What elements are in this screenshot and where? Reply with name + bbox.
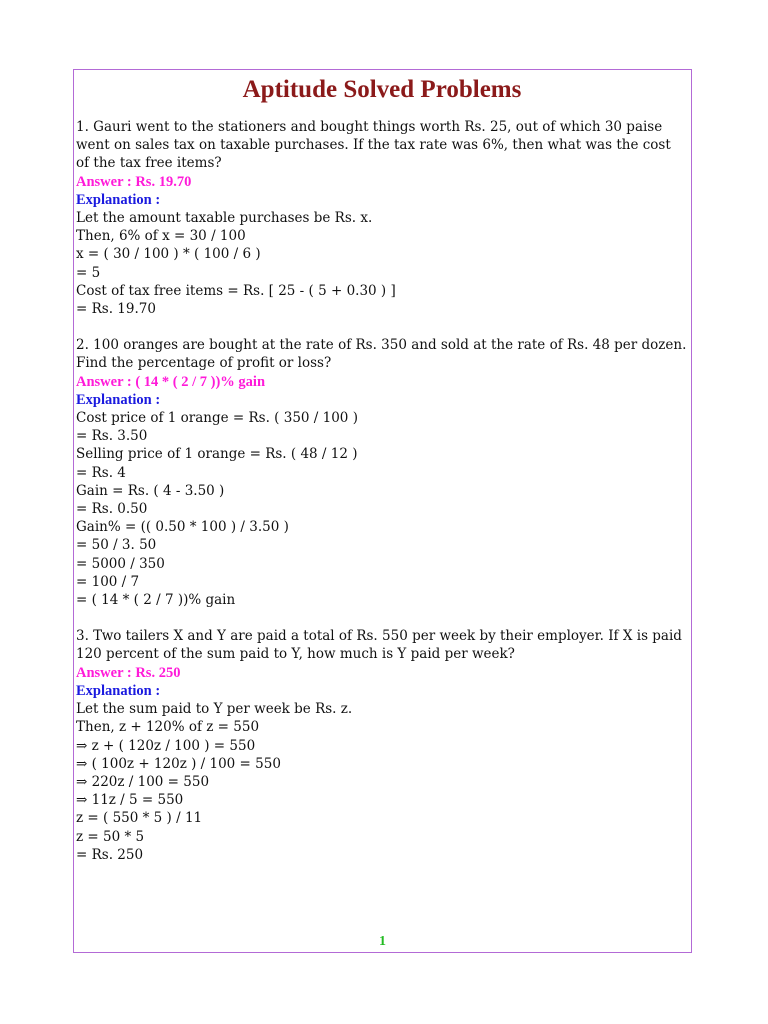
step-line: Gain% = (( 0.50 * 100 ) / 3.50 ): [76, 519, 289, 536]
step-line: = 50 / 3. 50: [76, 537, 157, 554]
step-line: Then, 6% of x = 30 / 100: [76, 228, 246, 245]
step-line: Then, z + 120% of z = 550: [76, 719, 260, 736]
page-number: 1: [379, 934, 386, 949]
answer-text: Answer : ( 14 * ( 2 / 7 ))% gain: [76, 373, 266, 390]
step-line: Let the amount taxable purchases be Rs. x.: [76, 210, 373, 227]
question-text: 1. Gauri went to the stationers and bought things worth Rs. 25, out of which 30 paise went on sales tax on taxable purchases. If the tax rate was 6%, then what was the cost of the tax free items?: [76, 119, 671, 172]
step-line: = Rs. 3.50: [76, 428, 148, 445]
step-line: ⇒ 220z / 100 = 550: [76, 773, 210, 790]
explanation-label: Explanation :: [76, 191, 161, 208]
problem-2: [76, 336, 688, 609]
document-body: [76, 72, 688, 864]
step-line: = 5: [76, 264, 101, 281]
problem-3: [76, 627, 688, 864]
step-line: ⇒ z + ( 120z / 100 ) = 550: [76, 737, 256, 754]
step-line: Cost of tax free items = Rs. [ 25 - ( 5 + 0.30 ) ]: [76, 282, 396, 299]
explanation-label: Explanation :: [76, 391, 161, 408]
step-line: = Rs. 0.50: [76, 501, 148, 518]
step-line: = 5000 / 350: [76, 555, 165, 572]
step-line: Cost price of 1 orange = Rs. ( 350 / 100 ): [76, 410, 358, 427]
step-line: = Rs. 4: [76, 464, 126, 481]
step-line: Selling price of 1 orange = Rs. ( 48 / 12 ): [76, 446, 358, 463]
explanation-label: Explanation :: [76, 682, 161, 699]
step-line: Let the sum paid to Y per week be Rs. z.: [76, 701, 353, 718]
question-text: 2. 100 oranges are bought at the rate of Rs. 350 and sold at the rate of Rs. 48 per dozen. Find the percentage of profit or loss?: [76, 337, 687, 372]
step-line: = 100 / 7: [76, 573, 140, 590]
step-line: z = 50 * 5: [76, 828, 145, 845]
question-text: 3. Two tailers X and Y are paid a total of Rs. 550 per week by their employer. If X is paid 120 percent of the sum paid to Y, how much is Y paid per week?: [76, 628, 682, 663]
page-title: Aptitude Solved Problems: [242, 76, 522, 103]
answer-text: Answer : Rs. 19.70: [76, 173, 192, 190]
step-line: Gain = Rs. ( 4 - 3.50 ): [76, 482, 225, 499]
step-line: ⇒ ( 100z + 120z ) / 100 = 550: [76, 755, 281, 772]
problem-1: [76, 118, 688, 318]
step-line: = Rs. 19.70: [76, 301, 156, 318]
step-line: = ( 14 * ( 2 / 7 ))% gain: [76, 592, 236, 609]
step-line: z = ( 550 * 5 ) / 11: [76, 810, 203, 827]
step-line: x = ( 30 / 100 ) * ( 100 / 6 ): [76, 246, 261, 263]
answer-text: Answer : Rs. 250: [76, 664, 181, 681]
step-line: ⇒ 11z / 5 = 550: [76, 792, 184, 809]
step-line: = Rs. 250: [76, 846, 144, 863]
